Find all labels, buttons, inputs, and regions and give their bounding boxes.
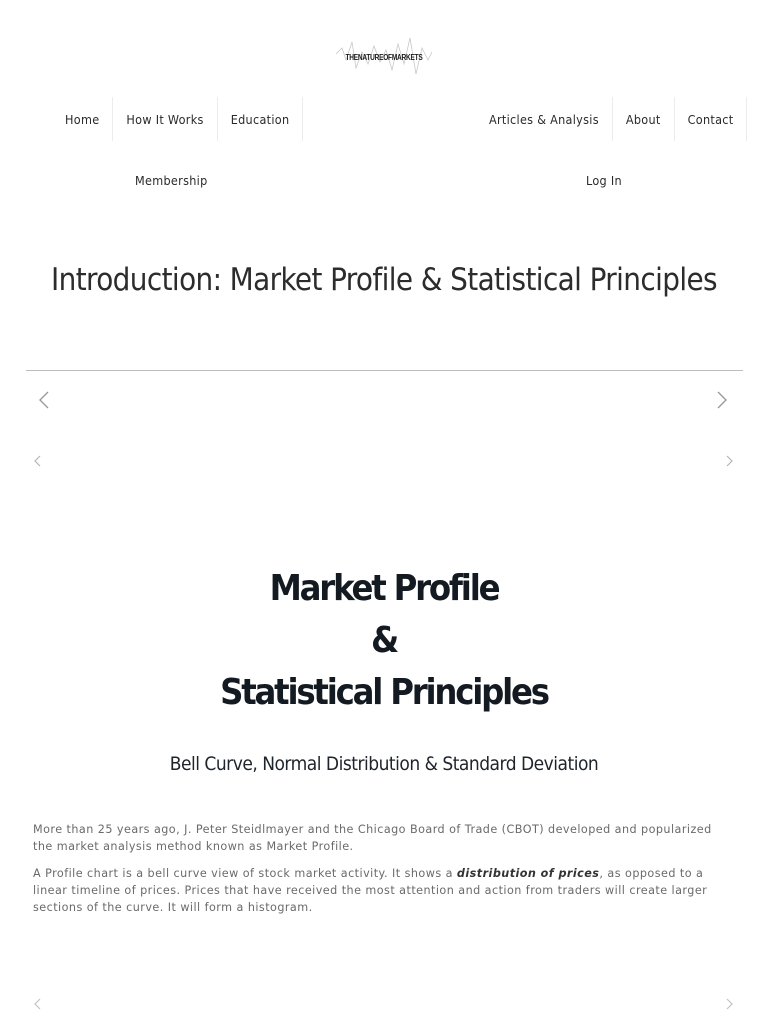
nav-contact[interactable]: Contact bbox=[675, 97, 748, 141]
chevron-left-icon[interactable] bbox=[38, 391, 50, 409]
chevron-left-icon[interactable] bbox=[33, 998, 41, 1010]
body-paragraph-2-text: A Profile chart is a bell curve view of stock market activity. It shows a bbox=[33, 867, 457, 880]
chevron-right-icon[interactable] bbox=[726, 455, 734, 467]
nav-how-it-works[interactable]: How It Works bbox=[113, 97, 217, 141]
hero-title-line-2: & bbox=[370, 620, 398, 661]
page-title: Introduction: Market Profile & Statistical Principles bbox=[51, 262, 717, 298]
hero-title-line-3: Statistical Principles bbox=[220, 672, 548, 713]
chevron-left-icon[interactable] bbox=[33, 455, 41, 467]
logo-text: THENATUREOFMARKETS bbox=[345, 53, 423, 62]
chevron-right-icon[interactable] bbox=[726, 998, 734, 1010]
primary-nav-right bbox=[476, 97, 747, 141]
body-paragraph-1: More than 25 years ago, J. Peter Steidlmayer and the Chicago Board of Trade (CBOT) developed and popularized the market analysis method known as Market Profile. bbox=[33, 823, 712, 853]
body-paragraph-2 bbox=[33, 865, 733, 916]
divider bbox=[26, 370, 743, 371]
nav-education[interactable]: Education bbox=[218, 97, 304, 141]
hero-subtitle: Bell Curve, Normal Distribution & Standard Deviation bbox=[169, 753, 599, 775]
body-paragraph-2-text-cont: , as opposed to a linear timeline of prices. Prices that have received the most attention and action from traders will create larger sections of the curve. It will form a histogram. bbox=[33, 867, 708, 914]
nav-login[interactable]: Log In bbox=[586, 173, 622, 188]
chevron-right-icon[interactable] bbox=[716, 391, 728, 409]
nav-home[interactable]: Home bbox=[52, 97, 113, 141]
nav-articles-analysis[interactable]: Articles & Analysis bbox=[476, 97, 613, 141]
distribution-of-prices-emphasis: distribution of prices bbox=[456, 867, 600, 880]
site-logo[interactable] bbox=[0, 34, 768, 85]
primary-nav-left bbox=[52, 97, 303, 141]
nav-about[interactable]: About bbox=[613, 97, 675, 141]
hero-title-line-1: Market Profile bbox=[269, 568, 499, 609]
nav-membership[interactable]: Membership bbox=[135, 173, 208, 188]
